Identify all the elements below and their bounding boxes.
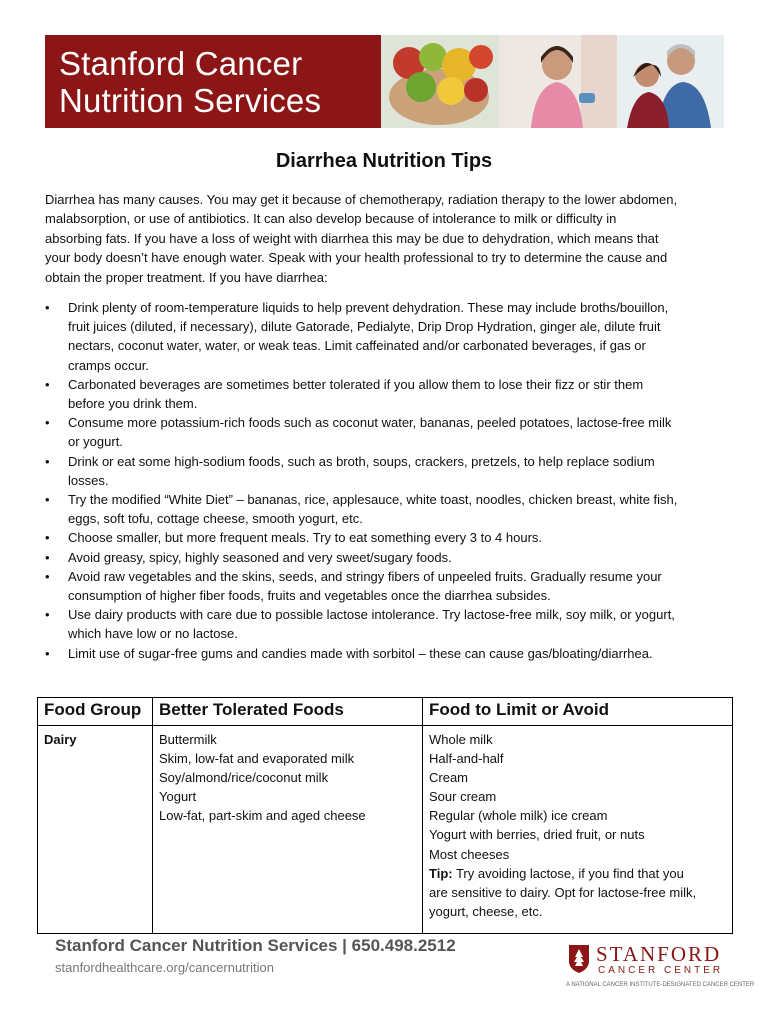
tip-line: Carbonated beverages are sometimes better tolerated if you allow them to lose their fizz or stir them	[68, 376, 644, 392]
document-title: Diarrhea Nutrition Tips	[275, 150, 493, 172]
tip-line: losses.	[68, 472, 109, 488]
tip-line: which have low or no lactose.	[68, 626, 238, 642]
tip-line: nectars, coconut water, water, or weak teas. Limit caffeinated and/or carbonated beverages, if gas or	[68, 338, 646, 354]
avoid-food-item: Most cheeses	[429, 846, 510, 862]
tip-item	[45, 375, 725, 413]
tip-line: fruit juices (diluted, if necessary), dilute Gatorade, Pedialyte, Drip Drop Hydration, ginger ale, dilute fruit	[68, 319, 661, 335]
tip-line: eggs, soft tofu, cottage cheese, smooth yogurt, etc.	[68, 511, 363, 527]
banner-title-line2: Nutrition Services	[59, 82, 322, 119]
intro-line: absorbing fats. If you have a loss of weight with diarrhea this may be due to dehydration, which means that	[45, 230, 659, 246]
better-food-item: Skim, low-fat and evaporated milk	[159, 751, 355, 767]
logo-stanford: STANFORD	[596, 942, 722, 966]
footer-contact: Stanford Cancer Nutrition Services | 650.498.2512	[55, 936, 456, 955]
bullet-icon: •	[45, 415, 50, 431]
col-header-limit-avoid: Food to Limit or Avoid	[423, 698, 733, 726]
tip-text	[429, 864, 726, 883]
better-food-item: Buttermilk	[159, 732, 217, 747]
bullet-icon: •	[45, 300, 50, 315]
tip-text-line: yogurt, cheese, etc.	[429, 903, 543, 919]
tips-list	[45, 298, 725, 663]
banner-title	[59, 45, 321, 119]
header-banner	[45, 35, 724, 128]
tip-line: Choose smaller, but more frequent meals. Try to eat something every 3 to 4 hours.	[68, 530, 543, 546]
tip-label: Tip:	[429, 865, 453, 881]
tip-line: before you drink them.	[68, 396, 198, 412]
tip-line: or yogurt.	[68, 434, 123, 450]
better-food-item: Low-fat, part-skim and aged cheese	[159, 808, 366, 824]
tip-line: Consume more potassium-rich foods such as coconut water, bananas, peeled potatoes, lactose-free milk	[68, 415, 672, 431]
food-group-cell	[38, 726, 153, 934]
avoid-food-item: Yogurt with berries, dried fruit, or nuts	[429, 827, 645, 843]
stanford-cancer-center-logo	[566, 942, 755, 992]
better-food-item: Soy/almond/rice/coconut milk	[159, 770, 329, 786]
bullet-icon: •	[45, 530, 50, 546]
banner-title-line1: Stanford Cancer	[59, 45, 303, 82]
avoid-food-item: Cream	[429, 770, 469, 786]
tip-item	[45, 490, 725, 528]
avoid-food-item: Sour cream	[429, 789, 497, 805]
bullet-icon: •	[45, 492, 50, 508]
tip-item	[45, 298, 725, 375]
avoid-food-item: Half-and-half	[429, 751, 504, 767]
intro-paragraph	[45, 190, 725, 287]
tip-line: Limit use of sugar-free gums and candies made with sorbitol – these can cause gas/bloating/diarrhea.	[68, 645, 653, 661]
tip-item	[45, 548, 725, 567]
col-header-better-tolerated: Better Tolerated Foods	[153, 698, 423, 726]
avoid-food-item: Whole milk	[429, 732, 493, 747]
logo-tagline: A NATIONAL CANCER INSTITUTE-DESIGNATED CANCER CENTER	[566, 982, 755, 988]
col-header-food-group: Food Group	[38, 698, 153, 726]
tip-item	[45, 528, 725, 547]
intro-line: malabsorption, or use of antibiotics. It can also develop because of intolerance to milk or difficulty in	[45, 211, 617, 227]
avoid-food-item: Regular (whole milk) ice cream	[429, 808, 608, 824]
table-header-row	[38, 698, 733, 726]
table-row	[38, 726, 733, 934]
food-table	[37, 697, 733, 934]
stanford-tree-icon	[568, 944, 590, 974]
tip-line: consumption of higher fiber foods, fruits and vegetables once the diarrhea subsides.	[68, 588, 551, 604]
tip-line: Use dairy products with care due to possible lactose intolerance. Try lactose-free milk, soy milk, or yogurt,	[68, 607, 675, 623]
better-food-item: Yogurt	[159, 789, 197, 805]
banner-photo-collage	[381, 35, 724, 128]
bullet-icon: •	[45, 607, 50, 623]
bullet-icon: •	[45, 568, 50, 584]
intro-line: your body doesn’t have enough water. Speak with your health professional to try to determine the cause and	[45, 250, 668, 266]
tip-line: cramps occur.	[68, 357, 149, 373]
logo-cancer-center: CANCER CENTER	[598, 965, 724, 976]
tip-line: Try the modified “White Diet” – bananas, rice, applesauce, white toast, noodles, chicken breast, white fish,	[68, 492, 678, 508]
tip-item	[45, 644, 725, 663]
bullet-icon: •	[45, 645, 50, 661]
bullet-icon: •	[45, 453, 50, 469]
intro-line: obtain the proper treatment. If you have diarrhea:	[45, 269, 328, 285]
tip-line: Avoid raw vegetables and the skins, seeds, and stringy fibers of unpeeled fruits. Gradually resume your	[68, 568, 662, 584]
bullet-icon: •	[45, 549, 50, 565]
tip-line: Drink or eat some high-sodium foods, such as broth, soups, crackers, pretzels, to help replace sodium	[68, 453, 655, 469]
better-tolerated-cell	[153, 726, 423, 934]
tip-line: Drink plenty of room-temperature liquids to help prevent dehydration. These may include broths/bouillon,	[68, 300, 669, 315]
tip-item	[45, 567, 725, 605]
intro-line: Diarrhea has many causes. You may get it because of chemotherapy, radiation therapy to the lower abdomen,	[45, 192, 678, 207]
tip-text-line: are sensitive to dairy. Opt for lactose-free milk,	[429, 884, 697, 900]
footer-url[interactable]: stanfordhealthcare.org/cancernutrition	[55, 960, 274, 975]
tip-item	[45, 605, 725, 643]
tip-item	[45, 452, 725, 490]
tip-text-part: Try avoiding lactose, if you find that you	[452, 865, 684, 881]
food-group-label: Dairy	[44, 732, 77, 747]
tip-item	[45, 413, 725, 451]
limit-avoid-cell	[423, 726, 733, 934]
bullet-icon: •	[45, 376, 50, 392]
tip-line: Avoid greasy, spicy, highly seasoned and very sweet/sugary foods.	[68, 549, 452, 565]
